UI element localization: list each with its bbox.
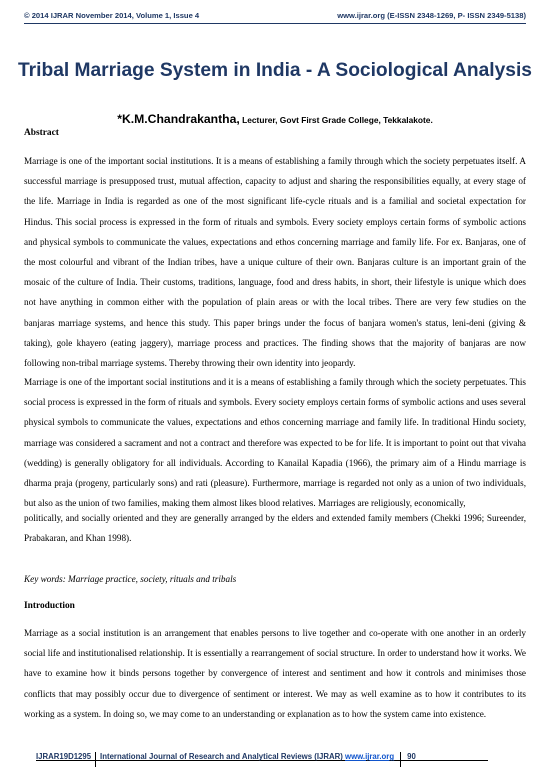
author-line: [0, 110, 550, 128]
footer-page-number: 90: [407, 752, 416, 761]
author-name: *K.M.Chandrakantha,: [117, 112, 240, 126]
body-paragraph-2: politically, and socially oriented and they are generally arranged by the elders and extended family members (Chekki 1996; Sureender, Prabakaran, and Khan 1998).: [24, 513, 526, 544]
footer-paper-id: IJRAR19D1295: [36, 752, 96, 767]
header-issn: www.ijrar.org (E-ISSN 2348-1269, P- ISSN 2349-5138): [337, 11, 526, 20]
footer-website-link[interactable]: www.ijrar.org: [345, 752, 395, 761]
header-journal-info: © 2014 IJRAR November 2014, Volume 1, Issue 4: [24, 11, 200, 20]
abstract-paragraph: Marriage is one of the important social institutions. It is a means of establishing a family through which the society perpetuates itself. A successful marriage is presupposed trust, mutual affection, capacity to adjust and sharing the responsibilities equally, at every stage of the life. Marriage in India is regarded as one of the most significant life-cycle rituals and is a familial and societal expectation for Hindus. This social process is expressed in the form of rituals and symbols. Every society employs certain forms of symbolic actions and physical symbols to communicate the values, expectations and ethos concerning marriage and family life. For ex. Banjaras, one of the most colourful and vibrant of the Indian tribes, have a unique culture of their own. Banjaras culture is an important grain of the mosaic of the culture of India. Their customs, traditions, language, food and dress habits, in short, their lifestyle is unique which does not have anything in common either with the population of plain areas or with the local tribes. There are very few studies on the banjaras marriage systems, and hence this study. This paper brings under the focus of banjara women's status, leni-deni (giving & taking), gole khayero (eating jaggery), marriage process and practices. The finding shows that the majority of banjaras are now following non-tribal marriage systems. Thereby throwing their own identity into jeopardy.: [24, 156, 526, 369]
abstract-heading: Abstract: [24, 128, 59, 138]
footer-journal-name: International Journal of Research and Analytical Reviews (IJRAR): [100, 752, 345, 761]
body-paragraph-1: Marriage is one of the important social institutions and it is a means of establishing a family through which the society perpetuates. This social process is expressed in the form of rituals and symbols. Every society employs certain forms of symbolic actions and uses several physical symbols to communicate the values, expectations and ethos concerning marriage and family life. In traditional Hindu society, marriage was considered a sacrament and not a contract and therefore was expected to be for life. It is important to point out that vivaha (wedding) is generally obligatory for all individuals. According to Kanailal Kapadia (1966), the primary aim of a Hindu marriage is dharma praja (progeny, particularly sons) and rati (pleasure). Furthermore, marriage is regarded not only as a union of two individuals, but also as the union of two families, making them almost likes blood relatives. Marriages are religiously, economically,: [24, 377, 526, 509]
page-footer: [36, 752, 416, 769]
author-affiliation: Lecturer, Govt First Grade College, Tekkalakote.: [239, 115, 433, 125]
paper-title: Tribal Marriage System in India - A Sociological Analysis: [18, 60, 532, 81]
footer-journal: [96, 752, 401, 767]
introduction-paragraph: Marriage as a social institution is an arrangement that enables persons to live together and co-operate with one another in an orderly social life and institutionalised relationship. It is essentially a rearrangement of social structure. In order to understand how it works. We have to examine how it binds persons together by convergence of interest and sentiment and how it controls and minimises those conflicts that may possibly occur due to divergence of sentiment or interest. We may as well examine as to how it contributes to its working as a system. In doing so, we may come to an understanding or explanation as to how the system came into existence.: [24, 628, 526, 719]
keywords-line: Key words: Marriage practice, society, rituals and tribals: [24, 574, 237, 584]
running-header: [24, 11, 526, 24]
introduction-heading: Introduction: [24, 601, 75, 611]
